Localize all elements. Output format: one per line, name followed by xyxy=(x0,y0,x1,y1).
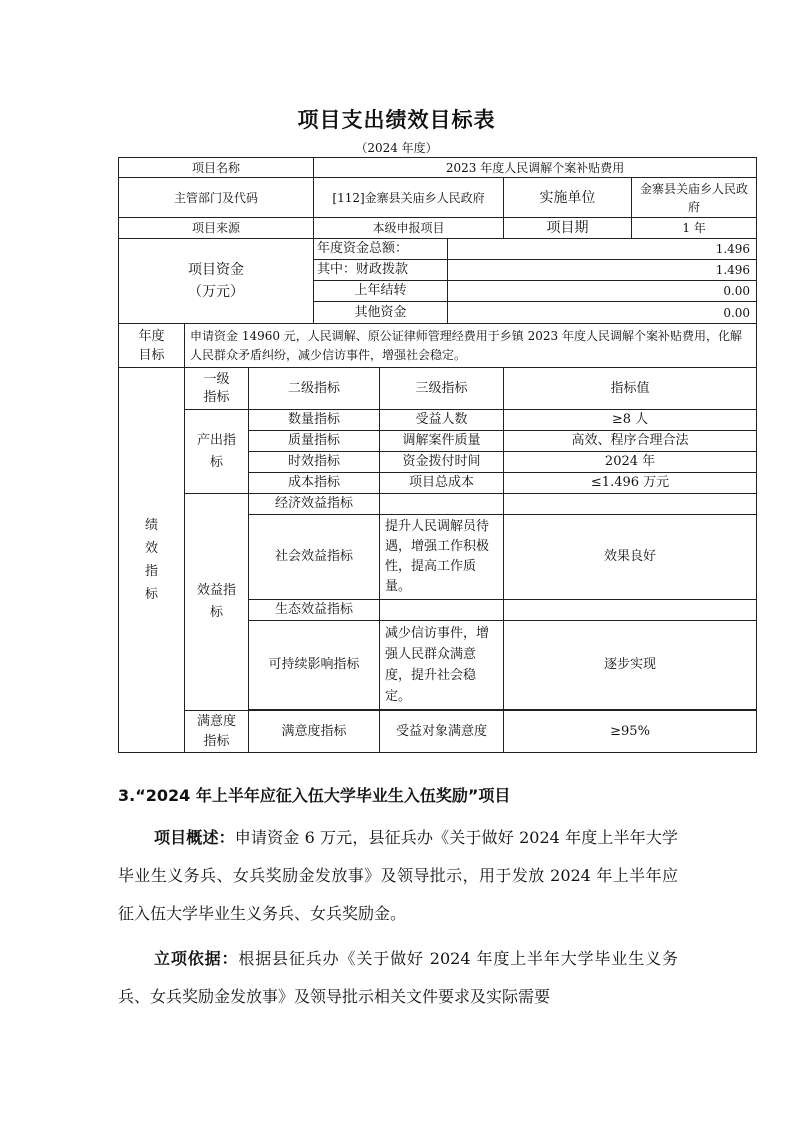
table-row xyxy=(119,494,757,515)
output-time-l2: 时效指标 xyxy=(249,452,380,473)
basis-paragraph xyxy=(118,940,678,1016)
benefit-indicator-label xyxy=(185,494,249,711)
table-row xyxy=(119,218,757,239)
output-cost-value: ≤1.496 万元 xyxy=(504,473,757,494)
output-indicator-line: 产出指 xyxy=(196,432,236,448)
benefit-ecological-value xyxy=(504,600,757,621)
funds-other-value: 0.00 xyxy=(448,302,757,324)
basis-label: 立项依据： xyxy=(154,949,239,968)
page-subtitle: （2024 年度） xyxy=(355,141,438,155)
overview-paragraph xyxy=(118,819,678,933)
satisfaction-indicator-line: 指标 xyxy=(203,733,230,749)
funds-carryover-label: 上年结转 xyxy=(314,281,448,302)
output-quality-l2: 质量指标 xyxy=(249,431,380,452)
impl-unit-label: 实施单位 xyxy=(504,178,632,218)
perf-indicator-char: 效 xyxy=(144,541,158,556)
impl-unit-value: 金寨县关庙乡人民政府 xyxy=(632,178,757,218)
annual-target-label-line: 年度 xyxy=(138,328,165,344)
funds-other-label: 其他资金 xyxy=(314,302,448,324)
satisfaction-l2: 满意度指标 xyxy=(249,711,380,753)
funds-fiscal-value: 1.496 xyxy=(448,260,757,281)
benefit-social-value: 效果良好 xyxy=(504,515,757,600)
table-row xyxy=(119,324,757,368)
funds-total-value: 1.496 xyxy=(448,239,757,260)
funds-label-unit: （万元） xyxy=(188,284,245,300)
funds-total-label: 年度资金总额： xyxy=(314,239,448,260)
dept-value: [112]金寨县关庙乡人民政府 xyxy=(314,178,504,218)
overview-label: 项目概述： xyxy=(154,828,235,847)
benefit-economic-l3 xyxy=(380,494,504,515)
output-quality-value: 高效、程序合理合法 xyxy=(504,431,757,452)
project-name-label: 项目名称 xyxy=(119,158,314,178)
funds-label-line: 项目资金 xyxy=(188,262,245,278)
funds-carryover-value: 0.00 xyxy=(448,281,757,302)
output-time-value: 2024 年 xyxy=(504,452,757,473)
annual-target-text: 申请资金 14960 元，人民调解、原公证律师管理经费用于乡镇 2023 年度人民调解个案补贴费用，化解人民群众矛盾纠纷，减少信访事件，增强社会稳定。 xyxy=(185,324,757,368)
perf-indicator-label xyxy=(119,368,185,753)
benefit-sustain-l3: 减少信访事件，增强人民群众满意度，提升社会稳定。 xyxy=(380,621,504,710)
benefit-social-l3: 提升人民调解员待遇，增强工作积极性，提高工作质量。 xyxy=(380,515,504,600)
perf-indicator-char: 标 xyxy=(144,587,158,602)
table-row xyxy=(119,239,757,260)
basis-text: 根据县征兵办《关于做好 2024 年度上半年大学毕业生义务兵、女兵奖励金发放事》及领导批示相关文件要求及实际需要 xyxy=(118,949,678,1006)
benefit-social-l2: 社会效益指标 xyxy=(249,515,380,600)
funds-label xyxy=(119,239,314,324)
annual-target-label-line: 目标 xyxy=(138,347,165,363)
benefit-sustain-value: 逐步实现 xyxy=(504,621,757,710)
period-label: 项目期 xyxy=(504,218,632,239)
overview-text: 申请资金 6 万元，县征兵办《关于做好 2024 年度上半年大学毕业生义务兵、女兵奖励金发放事》及领导批示，用于发放 2024 年上半年应征入伍大学毕业生义务兵、女兵奖励金。 xyxy=(118,828,678,923)
benefit-economic-l2: 经济效益指标 xyxy=(249,494,380,515)
header-level2: 二级指标 xyxy=(249,368,380,410)
benefit-sustain-l2: 可持续影响指标 xyxy=(249,621,380,710)
source-value: 本级申报项目 xyxy=(314,218,504,239)
benefit-ecological-l3 xyxy=(380,600,504,621)
table-row xyxy=(119,711,757,753)
performance-target-table xyxy=(118,157,757,753)
header-value: 指标值 xyxy=(504,368,757,410)
header-level1-line: 一级 xyxy=(203,371,230,387)
header-level3: 三级指标 xyxy=(380,368,504,410)
output-cost-l2: 成本指标 xyxy=(249,473,380,494)
perf-indicator-char: 绩 xyxy=(144,518,158,533)
perf-indicator-char: 指 xyxy=(144,564,158,579)
output-cost-l3: 项目总成本 xyxy=(380,473,504,494)
output-quantity-l3: 受益人数 xyxy=(380,410,504,431)
funds-fiscal-label: 其中：财政拨款 xyxy=(314,260,448,281)
table-row xyxy=(119,410,757,431)
satisfaction-value: ≥95% xyxy=(504,711,757,753)
output-quality-l3: 调解案件质量 xyxy=(380,431,504,452)
output-quantity-value: ≥8 人 xyxy=(504,410,757,431)
benefit-indicator-line: 效益指 xyxy=(196,583,236,598)
table-row xyxy=(119,368,757,410)
benefit-ecological-l2: 生态效益指标 xyxy=(249,600,380,621)
section-heading: 3.“2024 年上半年应征入伍大学毕业生入伍奖励”项目 xyxy=(118,786,511,805)
benefit-economic-value xyxy=(504,494,757,515)
table-row xyxy=(119,178,757,218)
dept-label: 主管部门及代码 xyxy=(119,178,314,218)
source-label: 项目来源 xyxy=(119,218,314,239)
header-level1 xyxy=(185,368,249,410)
satisfaction-indicator-line: 满意度 xyxy=(196,713,236,729)
table-row xyxy=(119,158,757,178)
project-name-value: 2023 年度人民调解个案补贴费用 xyxy=(314,158,757,178)
satisfaction-indicator-label xyxy=(185,711,249,753)
output-indicator-line: 标 xyxy=(209,454,223,470)
annual-target-label xyxy=(119,324,185,368)
header-level1-line: 指标 xyxy=(203,389,230,405)
output-quantity-l2: 数量指标 xyxy=(249,410,380,431)
period-value: 1 年 xyxy=(632,218,757,239)
page-title: 项目支出绩效目标表 xyxy=(297,108,496,132)
output-time-l3: 资金拨付时间 xyxy=(380,452,504,473)
satisfaction-l3: 受益对象满意度 xyxy=(380,711,504,753)
benefit-indicator-line: 标 xyxy=(209,605,223,620)
output-indicator-label xyxy=(185,410,249,494)
